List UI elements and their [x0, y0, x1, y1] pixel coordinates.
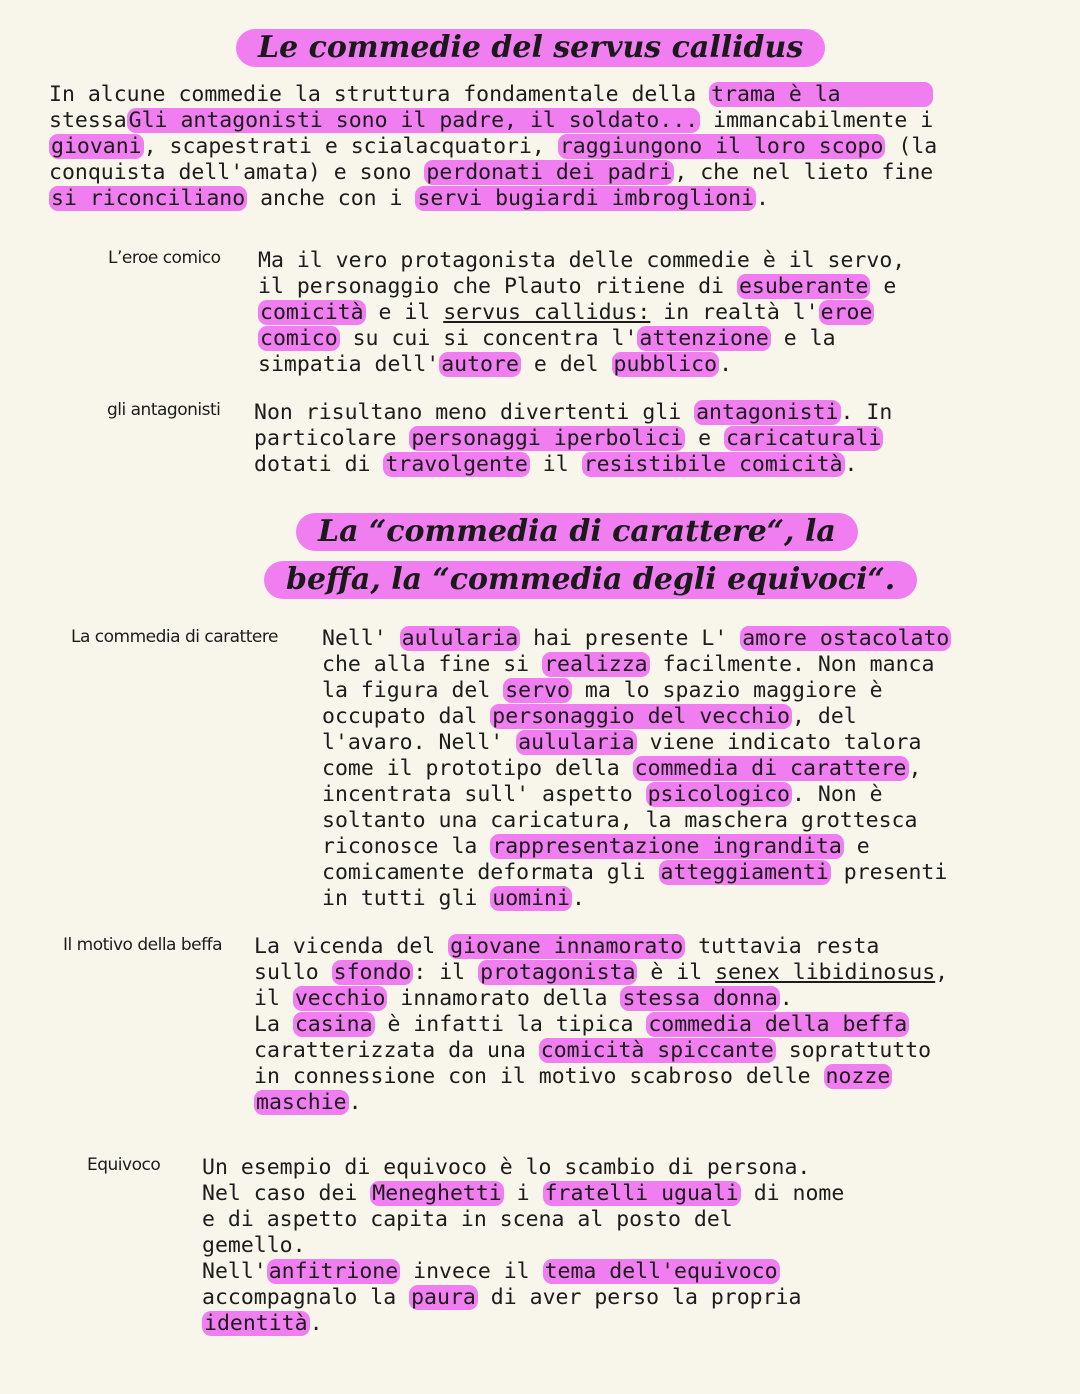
highlighted-text: antagonisti	[696, 400, 839, 425]
highlighted-text: trama è la	[711, 82, 932, 107]
highlighted-text: nozze	[825, 1064, 891, 1089]
highlighted-text: uomini	[492, 886, 570, 911]
title-servus-callidus: Le commedie del servus callidus	[236, 29, 825, 67]
paragraph-eroe-comico	[258, 248, 905, 378]
highlighted-text: si riconciliano	[51, 186, 246, 211]
text-run: .	[309, 1311, 323, 1336]
text-run: , scapestrati e scialacquatori,	[143, 134, 558, 159]
text-run: in realtà l'	[650, 300, 819, 325]
highlighted-text: pubblico	[613, 352, 718, 377]
text-run: : il	[413, 960, 479, 985]
highlighted-text: stessa donna	[622, 986, 778, 1011]
text-run: anche con i	[247, 186, 416, 211]
text-run: e comicamente deformata gli	[322, 834, 870, 885]
highlighted-text: realizza	[544, 652, 648, 677]
text-run: . La	[254, 986, 793, 1037]
highlighted-text: aulularia	[401, 626, 519, 651]
highlighted-text: rappresentazione ingrandita	[492, 834, 842, 859]
highlighted-text: anfitrione	[268, 1259, 399, 1284]
text-run: , incentrata sull' aspetto	[322, 756, 922, 807]
text-run: è il	[637, 960, 716, 985]
text-run: di nome e di aspetto capita in scena al posto del gemello. Nell'	[202, 1181, 845, 1284]
highlighted-text: giovani	[51, 134, 142, 159]
highlighted-text: Gli antagonisti sono il padre, il soldato...	[128, 108, 699, 133]
highlighted-text: aulularia	[518, 730, 635, 755]
highlighted-text: giovane innamorato	[450, 934, 684, 959]
text-run: viene indicato talora come il prototipo della	[322, 730, 922, 781]
highlighted-text: commedia di carattere	[634, 756, 907, 781]
text-run: su cui si concentra l'	[339, 326, 638, 351]
highlighted-text: servi bugiardi imbroglioni	[417, 186, 754, 211]
text-run: e	[883, 274, 897, 299]
text-run: .	[719, 352, 733, 377]
text-run: Ma il vero protagonista delle commedie è il servo, il personaggio che Plauto ritiene di	[258, 248, 906, 299]
highlighted-text: psicologico	[647, 782, 790, 807]
highlighted-text: personaggi iperbolici	[411, 426, 684, 451]
highlighted-text: Meneghetti	[372, 1181, 502, 1206]
underlined-text: senex libidinosus	[715, 960, 936, 985]
paragraph-commedia-carattere	[322, 626, 951, 912]
highlighted-text: atteggiamenti	[660, 860, 829, 885]
text-run: . In particolare	[254, 400, 893, 451]
text-run: , il	[254, 960, 949, 1011]
highlighted-text: sfondo	[333, 960, 412, 985]
text-run: il	[529, 452, 582, 477]
paragraph-motivo-beffa	[254, 934, 948, 1116]
text-run: presenti in tutti gli	[322, 860, 948, 911]
underlined-text: servus callidus:	[443, 300, 651, 325]
highlighted-text: resistibile comicità	[583, 452, 843, 477]
paragraph-antagonisti	[254, 400, 892, 478]
highlighted-text: autore	[441, 352, 519, 377]
highlighted-text: commedia della beffa	[648, 1012, 908, 1037]
highlighted-text: attenzione	[639, 326, 769, 351]
text-run: .	[348, 1090, 362, 1115]
highlighted-text: comicità	[260, 300, 364, 325]
highlighted-text: identità	[204, 1311, 308, 1336]
highlighted-text: esuberante	[738, 274, 869, 299]
title-beffa-equivoci: beffa, la “commedia degli equivoci“.	[264, 561, 917, 599]
text-run: invece il	[400, 1259, 543, 1284]
text-run: soprattutto in connessione con il motivo scabroso delle	[254, 1038, 932, 1089]
text-run: di aver perso la propria	[490, 1285, 802, 1310]
text-run: .	[844, 452, 858, 477]
highlighted-text: amore ostacolato	[742, 626, 950, 651]
label-motivo-beffa: Il motivo della beffa	[63, 935, 223, 955]
text-run: Non risultano meno divertenti gli	[254, 400, 695, 425]
highlighted-text: comico	[260, 326, 338, 351]
text-run: Nell'	[322, 626, 400, 651]
text-run: .	[571, 886, 585, 911]
highlighted-text: paura	[411, 1285, 476, 1310]
highlighted-text: travolgente	[385, 452, 528, 477]
text-run: , del l'avaro. Nell'	[322, 704, 857, 755]
paragraph-equivoco	[202, 1155, 844, 1337]
highlighted-text: caricaturali	[726, 426, 882, 451]
highlighted-text: perdonati dei padri	[426, 160, 673, 185]
text-run: è infatti la tipica	[374, 1012, 647, 1037]
text-run: accompagnalo la	[202, 1285, 397, 1310]
text-run: e del	[520, 352, 612, 377]
text-run: facilmente. Non manca la figura del	[322, 652, 935, 703]
label-commedia-carattere: La commedia di carattere	[71, 627, 278, 647]
text-run: , che nel lieto fine	[674, 160, 934, 185]
text-run: hai presente L'	[520, 626, 741, 651]
text-run: innamorato della	[387, 986, 621, 1011]
label-eroe-comico: L’eroe comico	[108, 248, 221, 268]
text-run: In alcune commedie la struttura fondamentale della	[49, 82, 710, 107]
highlighted-text: maschie	[256, 1090, 347, 1115]
text-run: immancabilmente i	[713, 108, 934, 133]
text-run: caratterizzata da una	[254, 1038, 526, 1063]
highlighted-text: protagonista	[480, 960, 636, 985]
text-run: Un esempio di equivoco è lo scambio di persona. Nel caso dei	[202, 1155, 811, 1206]
highlighted-text: raggiungono il loro scopo	[559, 134, 884, 159]
text-run: . Non è soltanto una caricatura, la maschera grottesca riconosce la	[322, 782, 918, 859]
highlighted-text: comicità spiccante	[540, 1038, 774, 1063]
text-run: La vicenda del	[254, 934, 449, 959]
highlighted-text: tema dell'equivoco	[544, 1259, 778, 1284]
text-run: ma lo spazio maggiore è occupato dal	[322, 678, 883, 729]
text-run: dotati di	[254, 452, 371, 477]
label-antagonisti: gli antagonisti	[107, 400, 221, 420]
label-equivoco: Equivoco	[87, 1155, 161, 1175]
text-run: tuttavia resta sullo	[254, 934, 880, 985]
text-run: (la conquista dell'amata) e sono	[49, 134, 938, 185]
text-run: e	[685, 426, 725, 451]
text-run: i	[503, 1181, 543, 1206]
highlighted-text: servo	[505, 678, 570, 703]
highlighted-text: personaggio del vecchio	[492, 704, 790, 729]
text-run: e la simpatia dell'	[258, 326, 836, 377]
highlighted-text: casina	[294, 1012, 373, 1037]
highlighted-text: eroe	[820, 300, 873, 325]
text-run: .	[756, 186, 769, 211]
text-run: che alla fine si	[322, 652, 530, 677]
text-run: e il	[365, 300, 444, 325]
intro-paragraph	[49, 82, 937, 212]
highlighted-text: fratelli uguali	[544, 1181, 739, 1206]
text-run: stessa	[49, 108, 127, 133]
title-commedia-carattere: La “commedia di carattere“, la	[296, 513, 858, 551]
highlighted-text: vecchio	[294, 986, 386, 1011]
